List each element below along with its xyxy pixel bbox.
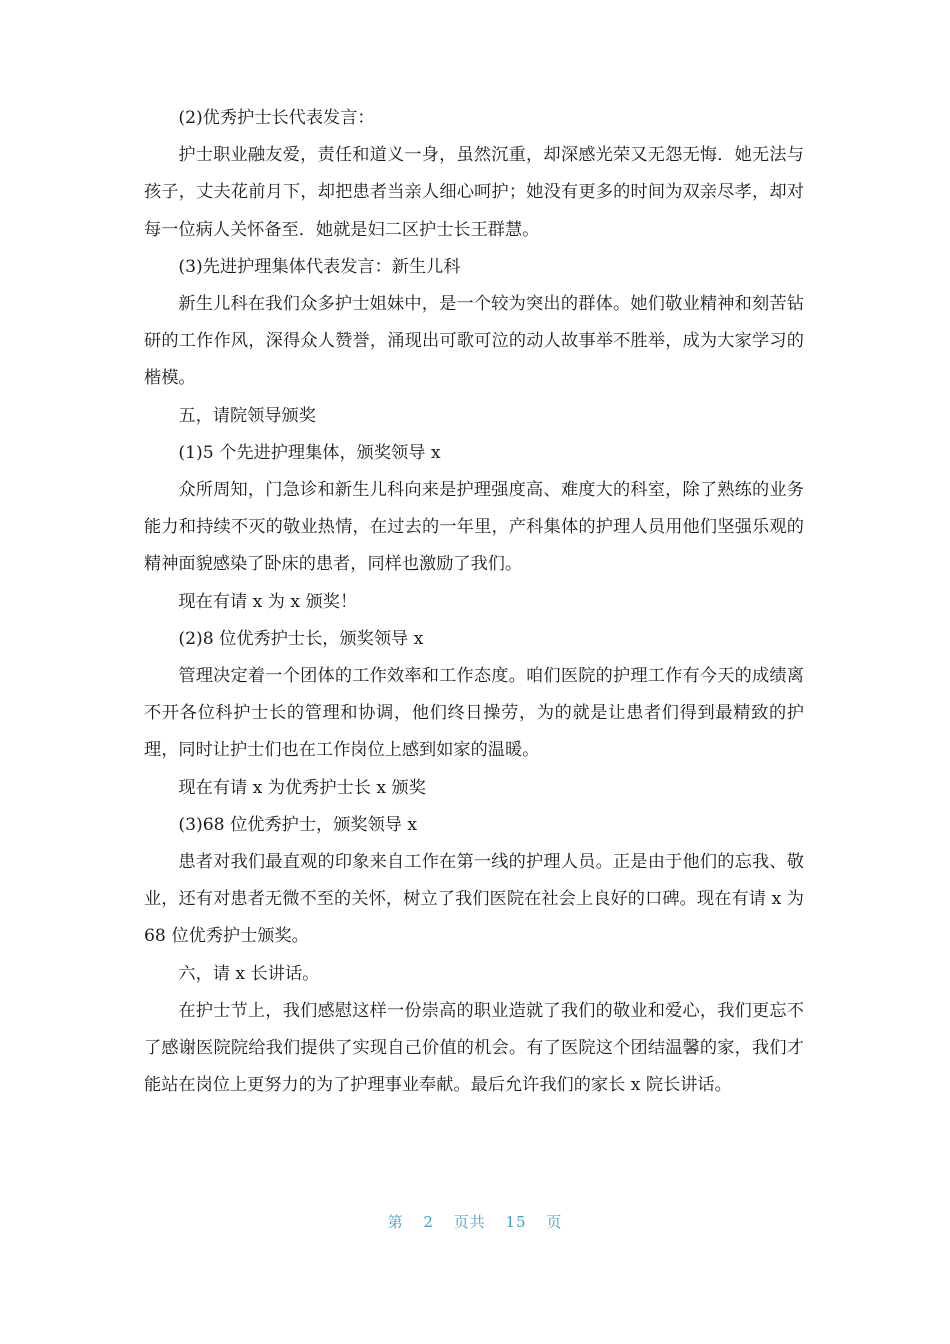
paragraph-award-3-desc: 患者对我们最直观的印象来自工作在第一线的护理人员。正是由于他们的忘我、敬业，还有对患者无微不至的关怀，树立了我们医院在社会上良好的口碑。现在有请 x 为 68 位优秀护士颁奖。 — [144, 852, 804, 947]
paragraph-award-2-invite: 现在有请 x 为优秀护士长 x 颁奖 — [178, 777, 426, 798]
page-number-footer — [0, 1211, 950, 1232]
paragraph-neonatal-dept: 新生儿科在我们众多护士姐妹中，是一个较为突出的群体。她们敬业精神和刻苦钻研的工作作风，深得众人赞誉，涌现出可歌可泣的动人故事举不胜举，成为大家学习的楷模。 — [144, 294, 804, 389]
paragraph-closing: 在护士节上，我们感慰这样一份崇高的职业造就了我们的敬业和爱心，我们更忘不了感谢医院院给我们提供了实现自己价值的机会。有了医院这个团结温馨的家，我们才能站在岗位上更努力的为了护理事业奉献。最后允许我们的家长 x 院长讲话。 — [144, 1000, 804, 1096]
paragraph-heading-3-collective: (3)先进护理集体代表发言：新生儿科 — [178, 256, 461, 277]
footer-prefix: 第 — [387, 1213, 404, 1231]
paragraph-award-1-desc: 众所周知，门急诊和新生儿科向来是护理强度高、难度大的科室，除了熟练的业务能力和持续不灭的敬业热情，在过去的一年里，产科集体的护理人员用他们坚强乐观的精神面貌感染了卧床的患者，同样也激励了我们。 — [144, 480, 804, 575]
paragraph-heading-2-head-nurse: (2)优秀护士长代表发言： — [178, 108, 375, 128]
footer-current-page: 2 — [423, 1213, 434, 1231]
paragraph-award-1: (1)5 个先进护理集体，颁奖领导 x — [178, 442, 441, 463]
paragraph-award-2: (2)8 位优秀护士长，颁奖领导 x — [178, 628, 424, 649]
paragraph-award-3: (3)68 位优秀护士，颁奖领导 x — [178, 814, 418, 835]
footer-suffix: 页 — [546, 1213, 563, 1231]
footer-middle: 页共 — [453, 1213, 486, 1231]
paragraph-section-five: 五，请院领导颁奖 — [178, 405, 316, 426]
footer-total-pages: 15 — [505, 1213, 527, 1231]
paragraph-section-six: 六，请 x 长讲话。 — [178, 963, 320, 984]
paragraph-award-2-desc: 管理决定着一个团体的工作效率和工作态度。咱们医院的护理工作有今天的成绩离不开各位科护士长的管理和协调，他们终日操劳，为的就是让患者们得到最精致的护理，同时让护士们也在工作岗位上感到如家的温暖。 — [144, 666, 804, 761]
paragraph-award-1-invite: 现在有请 x 为 x 颁奖！ — [178, 591, 358, 612]
document-body — [144, 100, 804, 1104]
paragraph-head-nurse-speech: 护士职业融友爱，责任和道义一身，虽然沉重，却深感光荣又无怨无悔．她无法与孩子，丈夫花前月下，却把患者当亲人细心呵护；她没有更多的时间为双亲尽孝，却对每一位病人关怀备至．她就是妇二区护士长王群慧。 — [144, 145, 804, 240]
